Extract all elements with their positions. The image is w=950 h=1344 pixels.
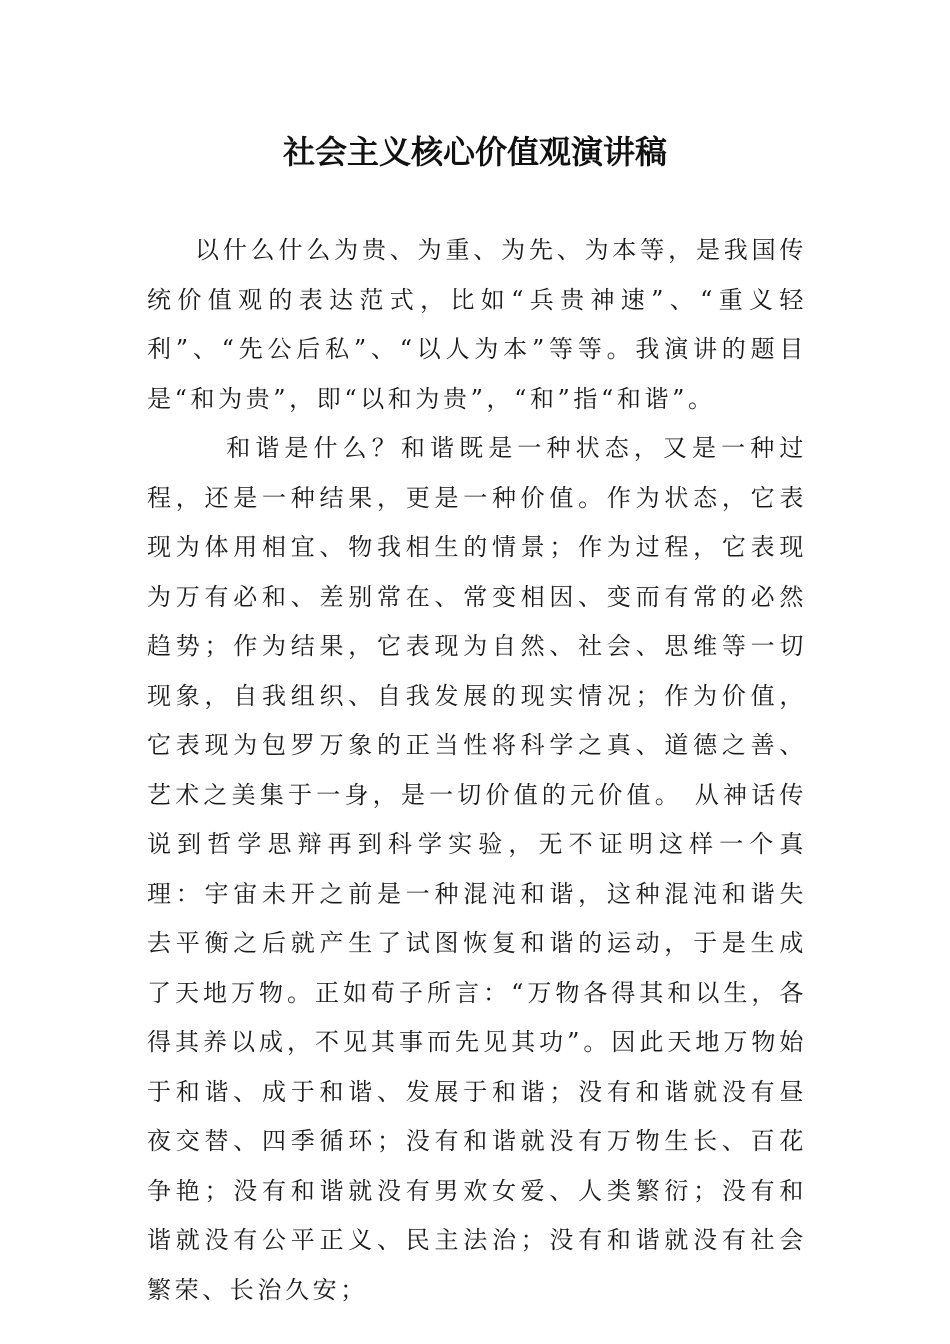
document-title: 社会主义核心价值观演讲稿 (282, 133, 667, 171)
paragraph-harmony: 和谐是什么？和谐既是一种状态，又是一种过程，还是一种结果，更是一种价值。作为状态，它表现为体用相宜、物我相生的情景；作为过程，它表现为万有必和、差别常在、常变相因、变而有常的必然趋势；作为结果，它表现为自然、社会、思维等一切现象，自我组织、自我发展的现实情况；作为价值，它表现为包罗万象的正当性将科学之真、道德之善、艺术之美集于一身，是一切价值的元价值。 从神话传说到哲学思辩再到科学实验，无不证明这样一个真理：宇宙未开之前是一种混沌和谐，这种混沌和谐失去平衡之后就产生了试图恢复和谐的运动，于是生成了天地万物。正如荀子所言：“万物各得其和以生，各得其养以成，不见其事而先见其功”。因此天地万物始于和谐、成于和谐、发展于和谐；没有和谐就没有昼夜交替、四季循环；没有和谐就没有万物生长、百花争艳；没有和谐就没有男欢女爱、人类繁衍；没有和谐就没有公平正义、民主法治；没有和谐就没有社会繁荣、长治久安； (147, 434, 807, 1304)
paragraph-intro: 以什么什么为贵、为重、为先、为本等，是我国传统价值观的表达范式，比如“兵贵神速”、“重义轻利”、“先公后私”、“以人为本”等等。我演讲的题目是“和为贵”，即“以和为贵”，“和”指“和谐”。 (147, 236, 807, 413)
document-body (147, 226, 807, 1315)
